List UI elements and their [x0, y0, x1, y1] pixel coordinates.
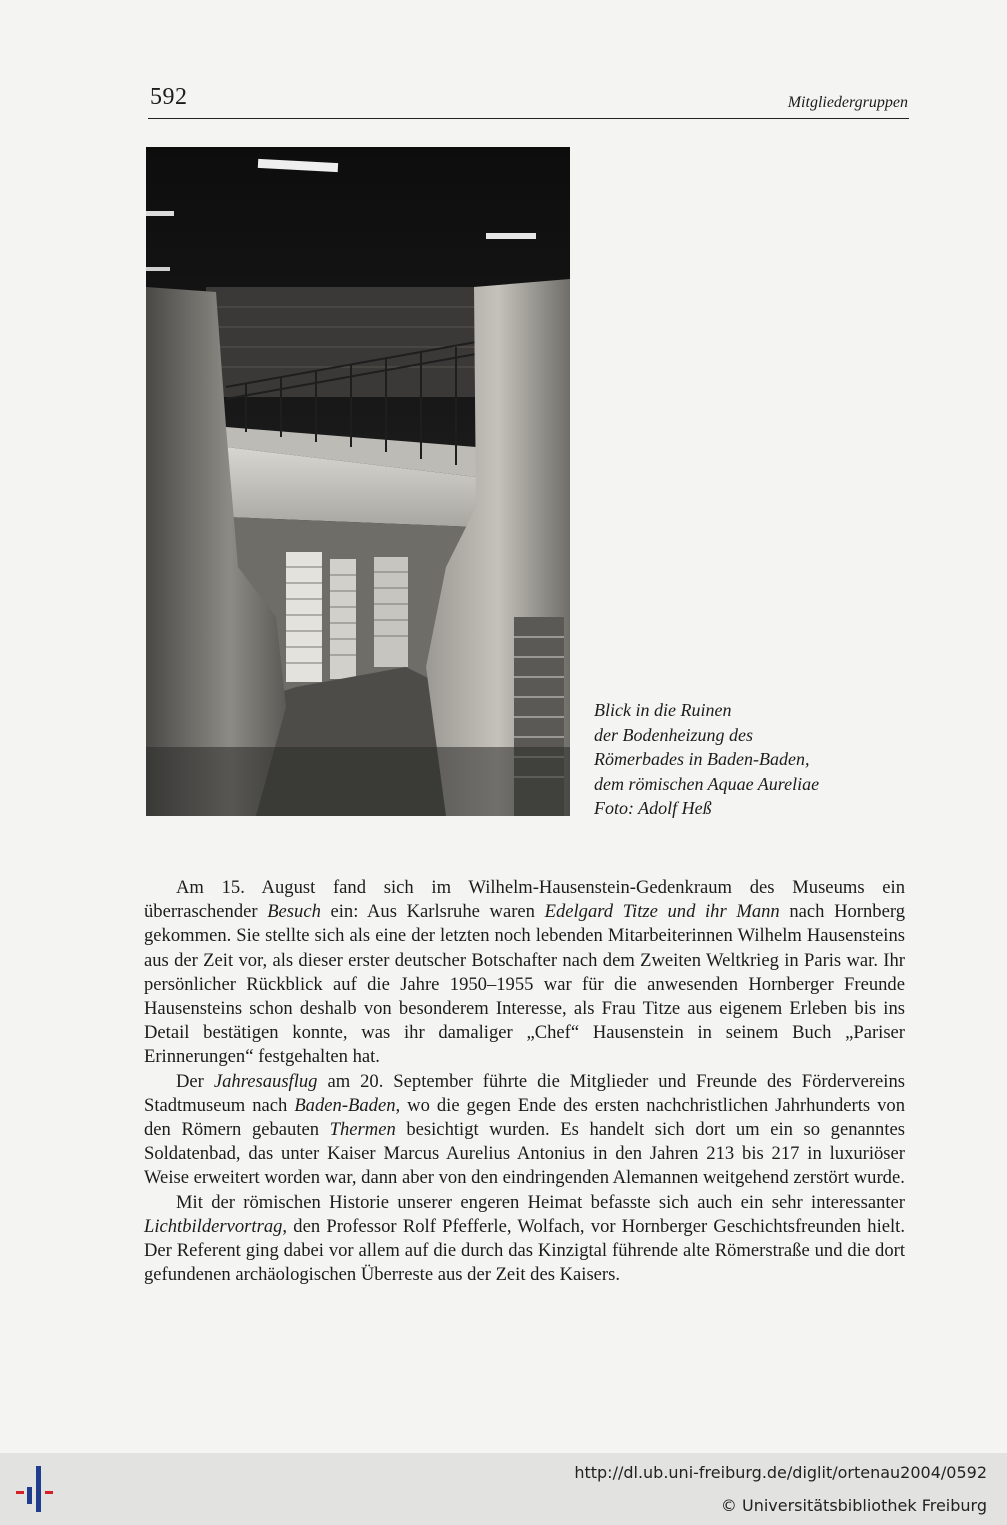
- italic-run: Jahresausflug: [213, 1070, 318, 1092]
- italic-run: Thermen: [329, 1119, 396, 1141]
- photo-caption: [594, 698, 894, 821]
- caption-credit: Foto: Adolf Heß: [594, 798, 712, 818]
- copyright-notice: © Universitätsbibliothek Freiburg: [720, 1496, 987, 1515]
- source-url-link[interactable]: http://dl.ub.uni-freiburg.de/diglit/ortenau2004/0592: [574, 1463, 987, 1482]
- page-number: 592: [150, 84, 188, 110]
- caption-line: dem römischen Aquae Aureliae: [594, 773, 820, 794]
- text-run: wo die gegen Ende des ersten nachchristlichen Jahrhunderts von den Römern gebauten: [144, 1094, 905, 1141]
- paragraph-lecture: [144, 1191, 905, 1288]
- caption-line: der Bodenheizung des: [594, 724, 753, 745]
- text-run: Am 15. August fand sich im Wilhelm-Hausenstein-Gedenkraum des Museums ein überraschender: [144, 877, 905, 923]
- italic-run: Besuch: [267, 901, 321, 923]
- text-run: Mit der römischen Historie unserer engeren Heimat befasste sich auch ein sehr interessanter: [176, 1191, 905, 1213]
- running-head: Mitgliedergruppen: [787, 94, 908, 111]
- header-rule: [148, 118, 909, 119]
- photo-roman-bath-ruins: [146, 147, 570, 816]
- body-text: [144, 876, 905, 1287]
- paragraph-visit: [144, 876, 905, 1070]
- ub-freiburg-logo-icon: [12, 1464, 64, 1516]
- text-run: Der: [176, 1070, 214, 1092]
- caption-line: Römerbades in Baden-Baden,: [594, 749, 810, 769]
- text-run: ein: Aus Karlsruhe waren: [320, 901, 545, 923]
- italic-run: Edelgard Titze und ihr Mann: [544, 901, 780, 923]
- text-run: am 20. September führte die Mitglieder und Freunde des Fördervereins Stadtmuseum nach: [144, 1070, 905, 1116]
- caption-line: Blick in die Ruinen: [594, 700, 732, 720]
- text-run: , den Professor Rolf Pfefferle, Wolfach, vor Hornberger Geschichtsfreunden hielt. Der Referent ging dabei vor allem auf die durch das Kinzigtal führende alte Römerstraße und die dort gefundenen archäologischen Überreste aus der Zeit des Kaisers.: [144, 1215, 905, 1286]
- text-run: nach Hornberg gekommen. Sie stellte sich als eine der letzten noch lebenden Mitarbeiterinnen Wilhelm Hausensteins aus der Zeit vor, als dieser erster deutscher Botschafter nach dem Zweiten Weltkrieg in Paris war. Ihr persönlicher Rückblick auf die Jahre 1950–1955 war für die anwesenden Hornberger Freunde Hausensteins schon deshalb von besonderem Interesse, als Frau Titze aus eigenem Erleben bis ins Detail bestätigen konnte, was ihr damaliger „Chef“ Hausenstein in seinem Buch „Pariser Erinnerungen“ festgehalten hat.: [144, 901, 905, 1068]
- text-run: besichtigt wurden. Es handelt sich dort um ein so genanntes Soldatenbad, das unter Kaiser Marcus Aurelius Antonius in den Jahren 213 bis 217 in luxuriöser Weise erweitert worden war, dann aber von den eindringenden Alemannen weitgehend zerstört wurde.: [144, 1119, 905, 1189]
- paragraph-excursion: [144, 1070, 905, 1191]
- italic-run: Lichtbildervortrag: [144, 1215, 283, 1237]
- italic-run: Baden-Baden,: [294, 1094, 401, 1116]
